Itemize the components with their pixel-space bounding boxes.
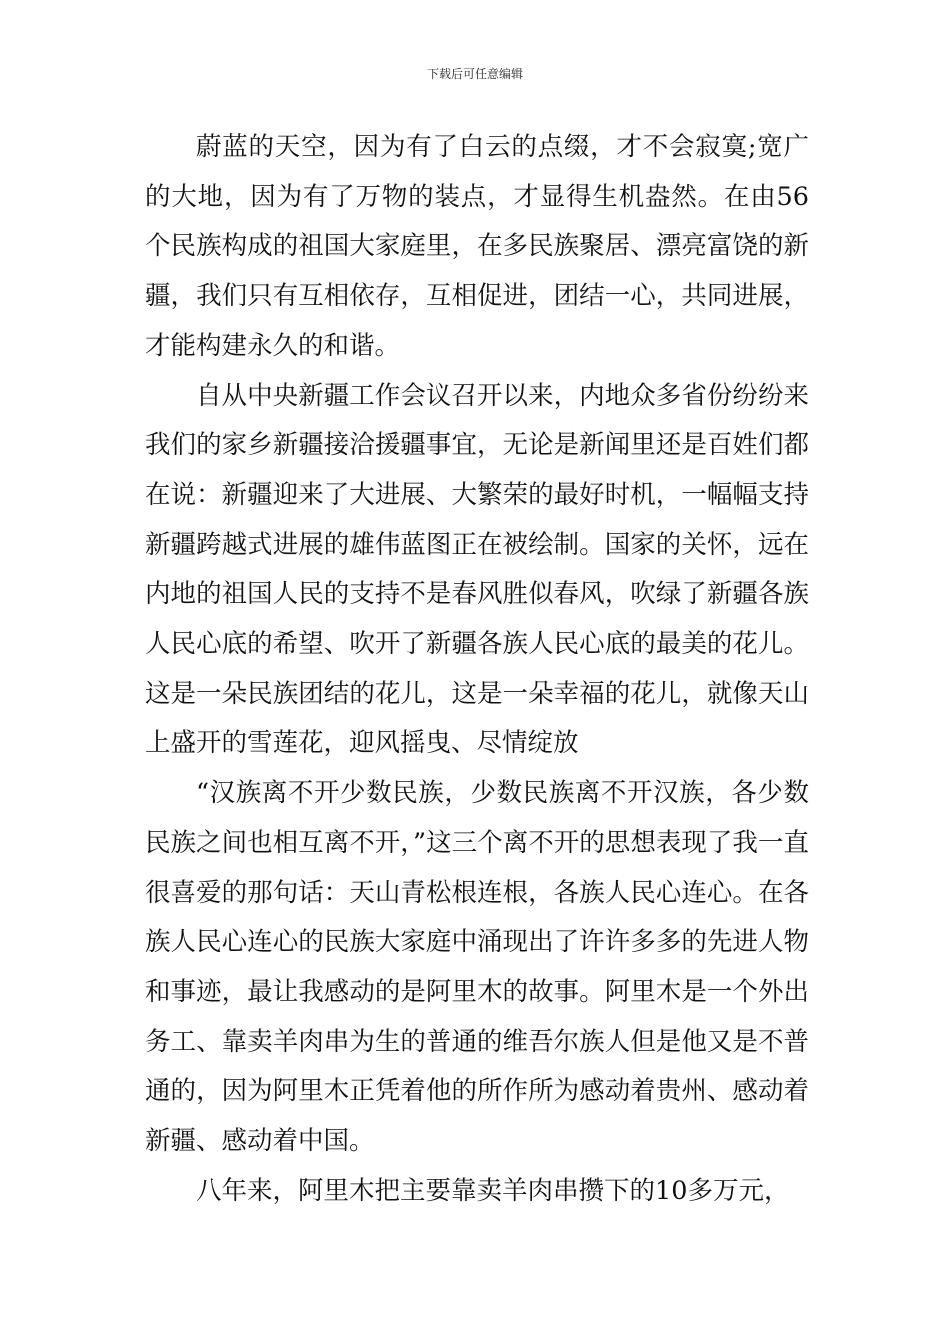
document-body (145, 123, 809, 1216)
paragraph-1: 蔚蓝的天空，因为有了白云的点缀，才不会寂寞;宽广的大地，因为有了万物的装点，才显得生机盎然。在由56个民族构成的祖国大家庭里，在多民族聚居、漂亮富饶的新疆，我们只有互相依存，互相促进，团结一心，共同进展，才能构建永久的和谐。 (145, 132, 809, 361)
paragraph-2: 自从中央新疆工作会议召开以来，内地众多省份纷纷来我们的家乡新疆接洽援疆事宜，无论是新闻里还是百姓们都在说：新疆迎来了大进展、大繁荣的最好时机，一幅幅支持新疆跨越式进展的雄伟蓝图正在被绘制。国家的关怀，远在内地的祖国人民的支持不是春风胜似春风，吹绿了新疆各族人民心底的希望、吹开了新疆各族人民心底的最美的花儿。这是一朵民族团结的花儿，这是一朵幸福的花儿，就像天山上盛开的雪莲花，迎风摇曳、尽情绽放 (145, 380, 809, 759)
paragraph-3: “汉族离不开少数民族，少数民族离不开汉族，各少数民族之间也相互离不开，”这三个离不开的思想表现了我一直很喜爱的那句话：天山青松根连根，各族人民心连心。在各族人民心连心的民族大家庭中涌现出了许许多多的先进人物和事迹，最让我感动的是阿里木的故事。阿里木是一个外出务工、靠卖羊肉串为生的普通的维吾尔族人但是他又是不普通的，因为阿里木正凭着他的所作所为感动着贵州、感动着新疆、感动着中国。 (145, 778, 809, 1157)
page-header: 下载后可任意编辑 (426, 67, 523, 81)
paragraph-4: 八年来，阿里木把主要靠卖羊肉串攒下的10多万元， (196, 1175, 790, 1206)
